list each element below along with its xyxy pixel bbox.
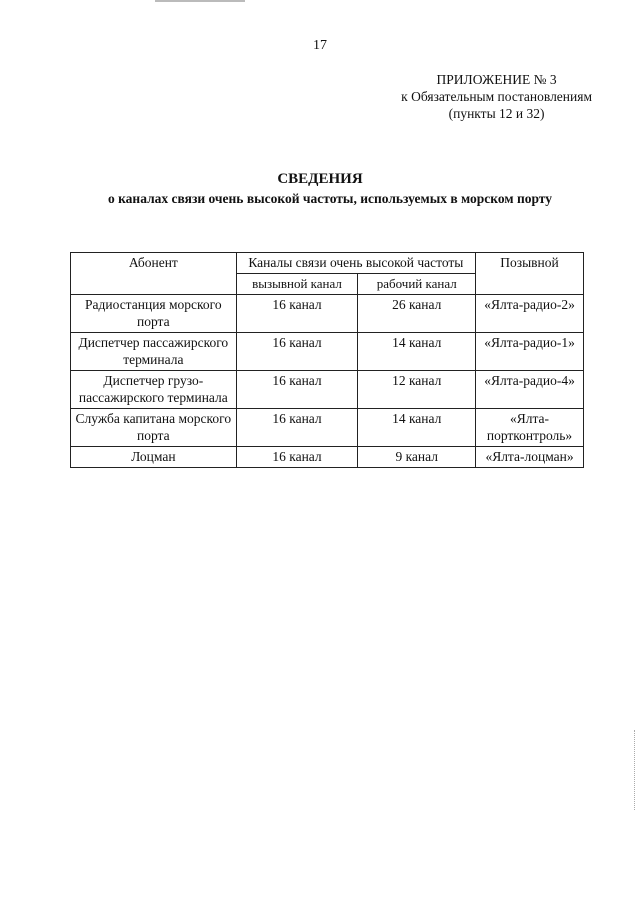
cell-calling-channel: 16 канал	[236, 409, 358, 447]
cell-calling-channel: 16 канал	[236, 371, 358, 409]
cell-calling-channel: 16 канал	[236, 447, 358, 468]
cell-calling-channel: 16 канал	[236, 295, 358, 333]
cell-working-channel: 14 канал	[358, 333, 476, 371]
document-title: СВЕДЕНИЯ	[277, 171, 363, 187]
cell-subscriber: Диспетчер грузо-пассажирского терминала	[71, 371, 237, 409]
cell-subscriber: Диспетчер пассажирского терминала	[71, 333, 237, 371]
table-header-row	[71, 253, 584, 274]
cell-callsign: «Ялта-радио-1»	[476, 333, 584, 371]
cell-callsign: «Ялта-лоцман»	[476, 447, 584, 468]
table-row	[71, 409, 584, 447]
appendix-line-1: ПРИЛОЖЕНИЕ № 3	[436, 72, 557, 87]
cell-working-channel: 26 канал	[358, 295, 476, 333]
table-row	[71, 333, 584, 371]
table-body	[71, 295, 584, 468]
cell-callsign: «Ялта-радио-4»	[476, 371, 584, 409]
header-callsign: Позывной	[476, 253, 584, 295]
page-number: 17	[313, 38, 327, 53]
appendix-header	[401, 71, 592, 122]
vhf-channels-table	[70, 252, 584, 468]
cell-callsign: «Ялта-портконтроль»	[476, 409, 584, 447]
appendix-line-3: (пункты 12 и 32)	[448, 106, 545, 121]
cell-subscriber: Лоцман	[71, 447, 237, 468]
cell-working-channel: 14 канал	[358, 409, 476, 447]
appendix-line-2: к Обязательным постановлениям	[401, 89, 592, 104]
scan-edge-marks	[634, 730, 636, 810]
header-channels: Каналы связи очень высокой частоты	[236, 253, 475, 274]
table-row	[71, 447, 584, 468]
cell-callsign: «Ялта-радио-2»	[476, 295, 584, 333]
cell-working-channel: 12 канал	[358, 371, 476, 409]
cell-calling-channel: 16 канал	[236, 333, 358, 371]
table-row	[71, 371, 584, 409]
table-header	[71, 253, 584, 295]
header-working-channel: рабочий канал	[358, 274, 476, 295]
cell-working-channel: 9 канал	[358, 447, 476, 468]
cell-subscriber: Радиостанция морского порта	[71, 295, 237, 333]
header-calling-channel: вызывной канал	[236, 274, 358, 295]
table-row	[71, 295, 584, 333]
header-subscriber: Абонент	[71, 253, 237, 295]
document-subtitle: о каналах связи очень высокой частоты, используемых в морском порту	[107, 191, 553, 206]
top-scan-rule	[155, 0, 245, 2]
cell-subscriber: Служба капитана морского порта	[71, 409, 237, 447]
